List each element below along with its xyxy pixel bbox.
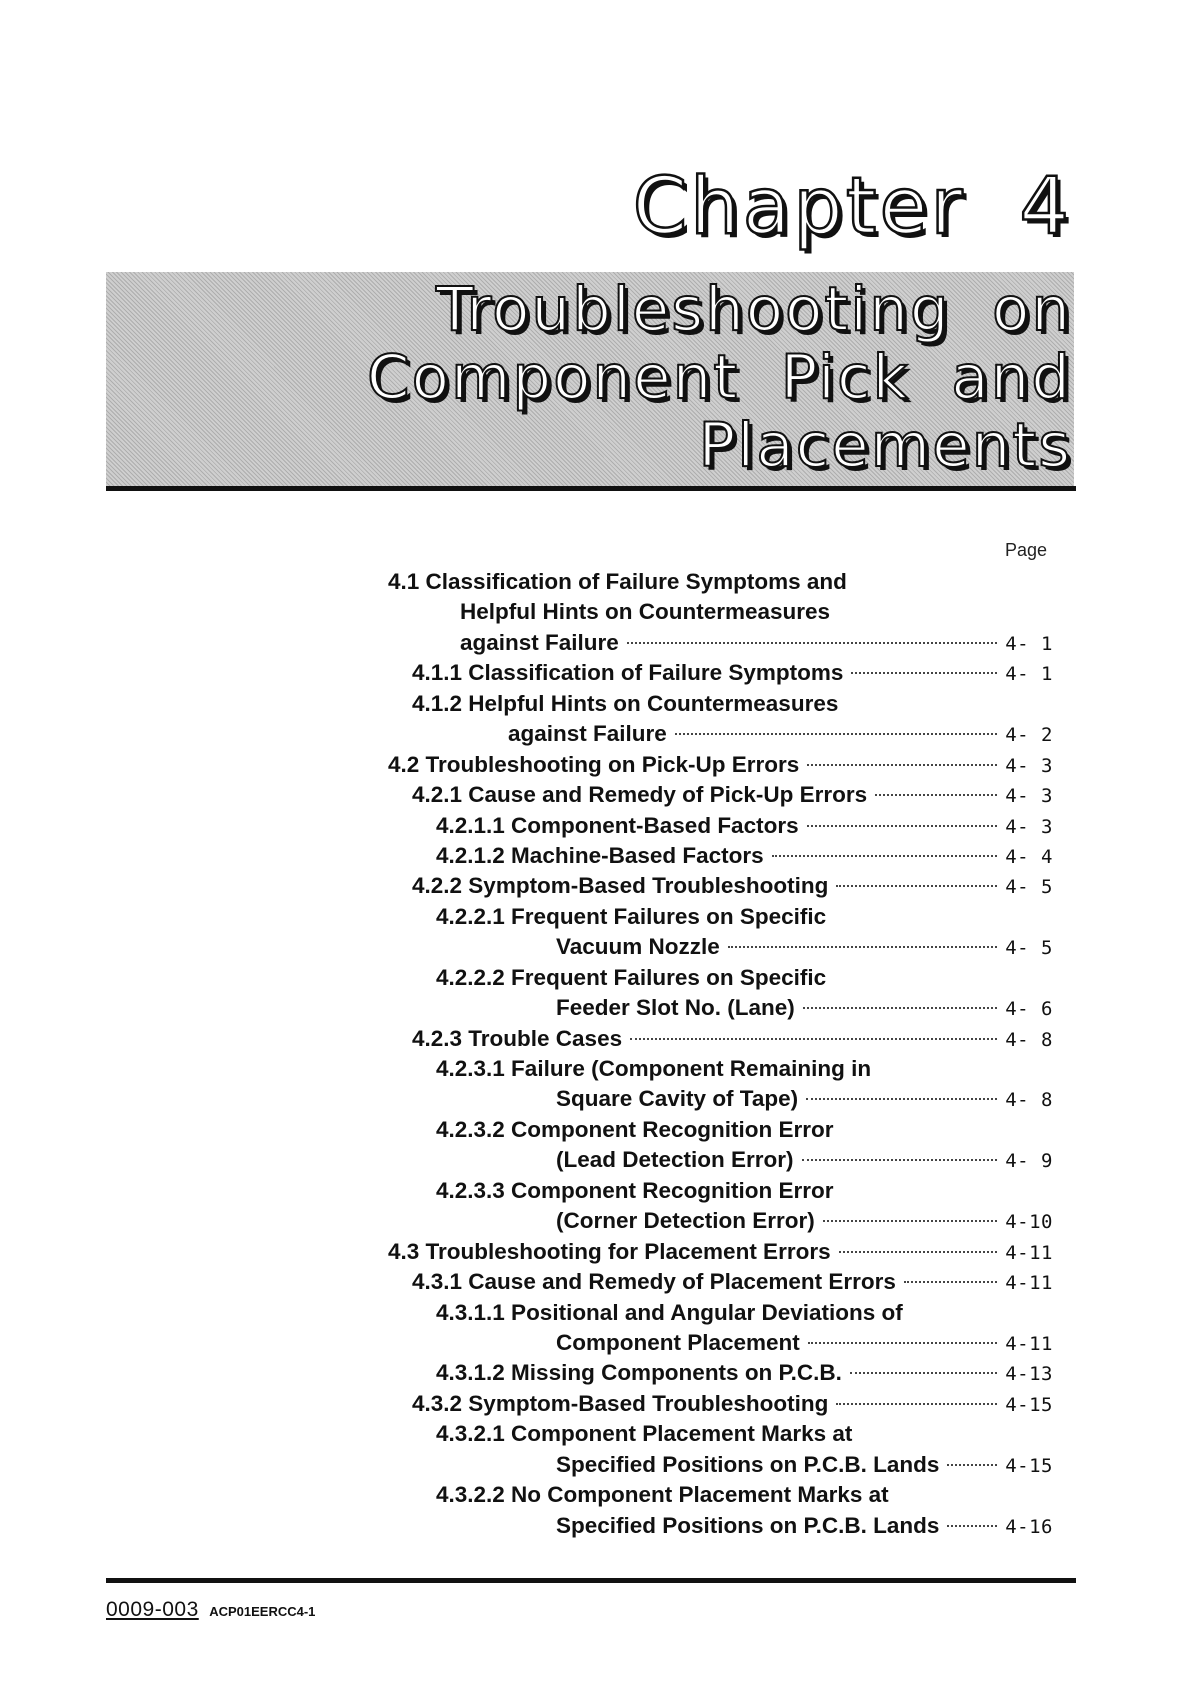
toc-entry-page: 4- 5	[1005, 937, 1053, 960]
toc-entry[interactable]	[388, 597, 1053, 627]
document-reference: ACP01EERCC4-1	[209, 1604, 316, 1619]
toc-entry-text: Helpful Hints on Countermeasures	[460, 599, 831, 625]
toc-entry[interactable]	[388, 719, 1053, 749]
toc-entry[interactable]	[388, 1237, 1053, 1267]
toc-entry-text: 4.3.1.1 Positional and Angular Deviations of	[436, 1299, 903, 1325]
toc-entry[interactable]	[388, 1450, 1053, 1480]
chapter-title-line-2: Component Pick and	[367, 342, 1072, 413]
toc-entry[interactable]	[388, 689, 1053, 719]
toc-entry-page: 4-11	[1005, 1332, 1053, 1355]
toc-entry[interactable]	[388, 750, 1053, 780]
toc-entry[interactable]	[388, 1054, 1053, 1084]
toc-entry-text: 4.3.2 Symptom-Based Troubleshooting	[412, 1390, 829, 1416]
dot-leader	[803, 1006, 997, 1009]
toc-entry-page: 4-11	[1005, 1272, 1053, 1295]
toc-entry-page: 4- 2	[1005, 724, 1053, 747]
dot-leader	[851, 671, 997, 674]
toc-entry-page: 4- 8	[1005, 1028, 1053, 1051]
toc-entry[interactable]	[388, 1115, 1053, 1145]
toc-entry[interactable]	[388, 628, 1053, 658]
toc-entry-text: Square Cavity of Tape)	[556, 1086, 799, 1112]
toc-entry[interactable]	[388, 1511, 1053, 1541]
toc-entry-text: 4.2.3.2 Component Recognition Error	[436, 1116, 834, 1142]
toc-entry-text: 4.2 Troubleshooting on Pick-Up Errors	[388, 751, 800, 777]
toc-entry[interactable]	[388, 841, 1053, 871]
dot-leader	[836, 884, 997, 887]
toc-entry[interactable]	[388, 1480, 1053, 1510]
toc-entry-text: against Failure	[508, 721, 667, 747]
toc-entry-page: 4-16	[1005, 1515, 1053, 1538]
toc-entry-text: (Lead Detection Error)	[556, 1147, 794, 1173]
toc-entry-text: 4.1 Classification of Failure Symptoms and	[388, 569, 847, 594]
toc-entry[interactable]	[388, 871, 1053, 901]
toc-entry-page: 4- 5	[1005, 876, 1053, 899]
toc-entry-text: 4.2.3 Trouble Cases	[412, 1025, 623, 1051]
dot-leader	[807, 763, 997, 766]
dot-leader	[802, 1158, 998, 1161]
toc-entry-text: 4.2.2 Symptom-Based Troubleshooting	[412, 873, 829, 899]
toc-entry[interactable]	[388, 1145, 1053, 1175]
dot-leader	[627, 641, 997, 644]
toc-entry-page: 4-15	[1005, 1454, 1053, 1477]
toc-entry-text: 4.1.1 Classification of Failure Symptoms	[412, 660, 844, 686]
toc-entry-text: 4.2.1 Cause and Remedy of Pick-Up Errors	[412, 782, 868, 808]
toc-entry-page: 4- 3	[1005, 785, 1053, 808]
toc-entry-text: Specified Positions on P.C.B. Lands	[556, 1512, 940, 1538]
dot-leader	[947, 1524, 997, 1527]
toc-entry-text: 4.3.1 Cause and Remedy of Placement Errors	[412, 1269, 896, 1295]
toc-entry[interactable]	[388, 780, 1053, 810]
toc-entry[interactable]	[388, 1024, 1053, 1054]
toc-entry[interactable]	[388, 902, 1053, 932]
toc-entry-text: against Failure	[460, 629, 619, 655]
footer	[106, 1598, 315, 1622]
toc-entry[interactable]	[388, 811, 1053, 841]
dot-leader	[823, 1219, 997, 1222]
toc-entry[interactable]	[388, 1419, 1053, 1449]
toc-entry-page: 4-10	[1005, 1211, 1053, 1234]
chapter-label: Chapter 4	[632, 162, 1072, 252]
toc-entry-page: 4-15	[1005, 1393, 1053, 1416]
bottom-rule	[106, 1578, 1076, 1583]
document-code: 0009-003	[106, 1598, 199, 1621]
toc-entry-text: 4.2.2.1 Frequent Failures on Specific	[436, 903, 827, 929]
toc-entry-text: 4.2.2.2 Frequent Failures on Specific	[436, 964, 827, 990]
dot-leader	[904, 1280, 997, 1283]
toc-entry-page: 4- 8	[1005, 1089, 1053, 1112]
toc-entry-page: 4- 4	[1005, 845, 1053, 868]
toc-entry-text: Component Placement	[556, 1329, 800, 1355]
toc-entry-page: 4- 6	[1005, 998, 1053, 1021]
toc-entry-text: Vacuum Nozzle	[556, 934, 720, 960]
toc-entry[interactable]	[388, 1176, 1053, 1206]
toc-entry-text: 4.3 Troubleshooting for Placement Errors	[388, 1238, 831, 1264]
dot-leader	[850, 1371, 997, 1374]
toc-entry-text: 4.3.1.2 Missing Components on P.C.B.	[436, 1360, 842, 1386]
toc-entry[interactable]	[388, 1298, 1053, 1328]
dot-leader	[772, 854, 998, 857]
dot-leader	[630, 1037, 997, 1040]
toc-entry-text: Feeder Slot No. (Lane)	[556, 995, 795, 1021]
toc-entry[interactable]	[388, 567, 1053, 597]
dot-leader	[947, 1463, 997, 1466]
dot-leader	[728, 945, 997, 948]
toc-entry-text: 4.2.1.2 Machine-Based Factors	[436, 842, 764, 868]
toc-entry[interactable]	[388, 658, 1053, 688]
top-rule	[106, 486, 1076, 491]
toc-entry[interactable]	[388, 993, 1053, 1023]
toc-entry-text: 4.2.3.3 Component Recognition Error	[436, 1177, 834, 1203]
toc-entry-text: 4.2.3.1 Failure (Component Remaining in	[436, 1056, 872, 1081]
toc-entry[interactable]	[388, 1267, 1053, 1297]
toc-entry[interactable]	[388, 963, 1053, 993]
toc-entry-text: 4.1.2 Helpful Hints on Countermeasures	[412, 690, 839, 716]
dot-leader	[875, 793, 997, 796]
dot-leader	[839, 1250, 998, 1253]
toc-entry[interactable]	[388, 1389, 1053, 1419]
toc-entry-page: 4-11	[1005, 1241, 1053, 1264]
toc-entry[interactable]	[388, 1084, 1053, 1114]
dot-leader	[675, 732, 997, 735]
dot-leader	[836, 1402, 997, 1405]
toc-entry-page: 4- 1	[1005, 632, 1053, 655]
toc-entry[interactable]	[388, 932, 1053, 962]
toc-entry-page: 4-13	[1005, 1363, 1053, 1386]
chapter-title-line-1: Troubleshooting on	[436, 274, 1072, 345]
chapter-title-line-3: Placements	[698, 410, 1072, 481]
toc-entry-text: 4.3.2.1 Component Placement Marks at	[436, 1421, 853, 1447]
toc-entry-page: 4- 1	[1005, 663, 1053, 686]
toc-page-heading: Page	[1005, 540, 1048, 560]
toc-entry-page: 4- 3	[1005, 754, 1053, 777]
toc-entry[interactable]	[388, 1328, 1053, 1358]
toc-entry-text: 4.2.1.1 Component-Based Factors	[436, 812, 799, 838]
dot-leader	[807, 824, 998, 827]
table-of-contents	[388, 567, 1053, 1541]
toc-entry-page: 4- 9	[1005, 1150, 1053, 1173]
dot-leader	[806, 1097, 997, 1100]
toc-entry-page: 4- 3	[1005, 815, 1053, 838]
toc-entry[interactable]	[388, 1358, 1053, 1388]
toc-entry[interactable]	[388, 1206, 1053, 1236]
toc-entry-text: (Corner Detection Error)	[556, 1208, 815, 1234]
toc-entry-text: 4.3.2.2 No Component Placement Marks at	[436, 1482, 889, 1508]
chapter-title	[132, 276, 1072, 480]
dot-leader	[808, 1341, 997, 1344]
toc-entry-text: Specified Positions on P.C.B. Lands	[556, 1451, 940, 1477]
